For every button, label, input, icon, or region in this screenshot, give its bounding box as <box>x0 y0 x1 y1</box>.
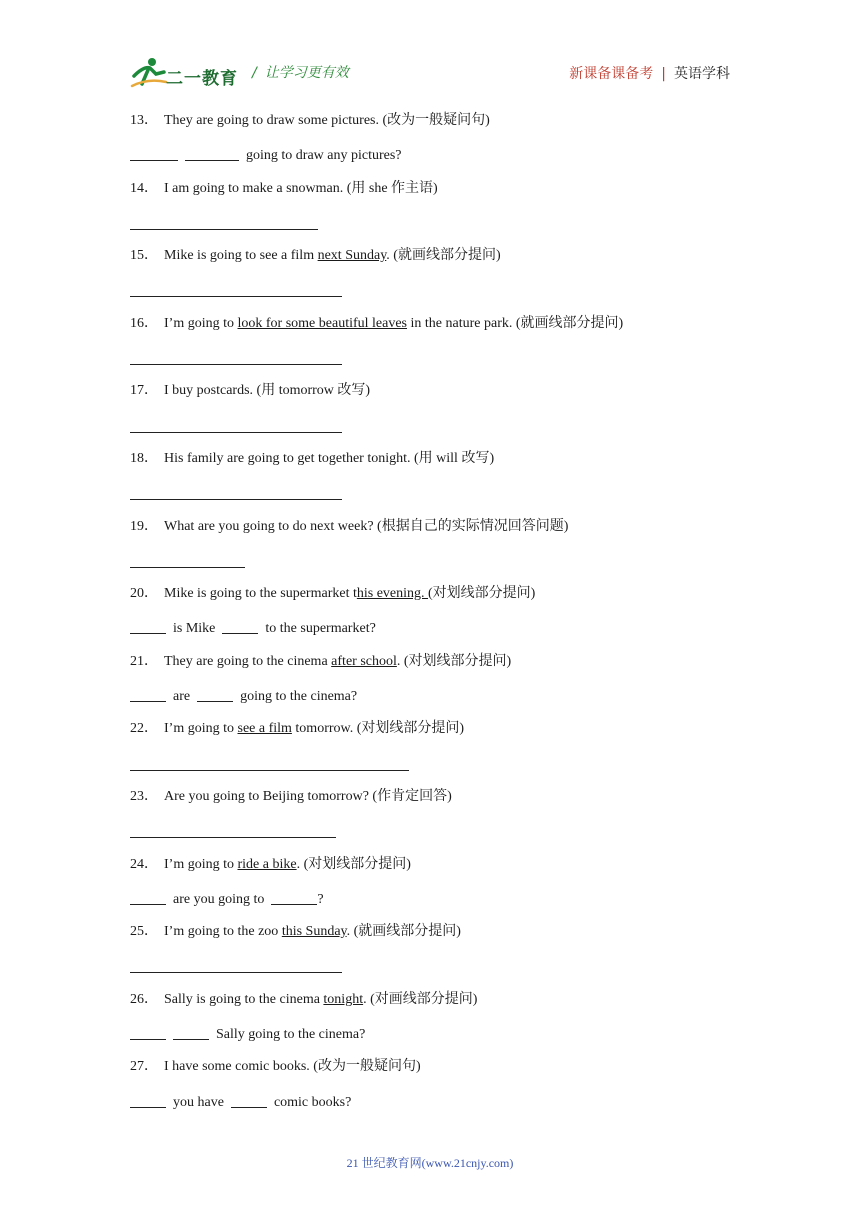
question-number: 14． <box>130 181 158 196</box>
page-header <box>130 54 730 90</box>
answer-blank[interactable] <box>130 1093 166 1108</box>
answer-line-17[interactable] <box>130 432 342 433</box>
slogan-text: 让学习更有效 <box>264 65 349 81</box>
question-number: 19． <box>130 519 158 534</box>
underlined-part: tonight <box>323 992 364 1007</box>
logo <box>130 56 250 90</box>
question-number: 26． <box>130 992 158 1007</box>
question-text: I have some comic books. (改为一般疑问句) <box>164 1059 421 1074</box>
question-number: 24． <box>130 857 158 872</box>
answer-blank[interactable] <box>222 619 258 634</box>
underlined-part: next Sunday <box>317 248 387 263</box>
answer-text: going to the cinema? <box>240 689 358 704</box>
answer-text: Sally going to the cinema? <box>216 1027 366 1042</box>
question-text: Are you going to Beijing tomorrow? (作肯定回答) <box>164 789 452 804</box>
question-19 <box>130 518 568 536</box>
answer-line-16[interactable] <box>130 364 342 365</box>
question-23 <box>130 788 452 806</box>
question-17 <box>130 382 370 400</box>
question-instruction: . (对划线部分提问) <box>396 654 512 669</box>
question-text: They are going to draw some pictures. (改为一般疑问句) <box>164 113 490 128</box>
slogan-slash: / <box>252 65 257 81</box>
subject-right: 英语学科 <box>674 66 730 82</box>
answer-line-15[interactable] <box>130 296 342 297</box>
question-text: Mike is going to the supermarket t <box>164 586 357 601</box>
question-text: I’m going to <box>164 316 238 331</box>
question-text: I’m going to the zoo <box>164 924 282 939</box>
question-21 <box>130 653 511 671</box>
slogan <box>252 62 349 82</box>
question-number: 21． <box>130 654 158 669</box>
question-number: 18． <box>130 451 158 466</box>
question-text: They are going to the cinema <box>164 654 332 669</box>
question-instruction: in the nature park. (就画线部分提问) <box>407 316 624 331</box>
answer-text: are you going to <box>173 892 265 907</box>
underlined-part: look for some beautiful leaves <box>237 316 408 331</box>
question-27 <box>130 1058 421 1076</box>
answer-text: you have <box>173 1095 224 1110</box>
answer-text: comic books? <box>273 1095 352 1110</box>
question-13 <box>130 112 490 130</box>
answer-blank[interactable] <box>130 146 178 161</box>
question-22 <box>130 720 464 738</box>
answer-text: ? <box>317 892 324 907</box>
question-number: 16． <box>130 316 158 331</box>
underlined-part: his evening. <box>356 586 429 601</box>
question-text: I am going to make a snowman. (用 she 作主语) <box>164 181 438 196</box>
subject-left: 新课备课备考 <box>569 66 654 82</box>
answer-blank[interactable] <box>130 890 166 905</box>
answer-26 <box>130 1025 365 1044</box>
question-instruction: . (对画线部分提问) <box>363 992 478 1007</box>
question-number: 13． <box>130 113 158 128</box>
answer-line-18[interactable] <box>130 499 342 500</box>
answer-blank[interactable] <box>130 687 166 702</box>
question-text: Sally is going to the cinema <box>164 992 324 1007</box>
question-number: 20． <box>130 586 158 601</box>
answer-24 <box>130 890 324 909</box>
page-footer[interactable]: 21 世纪教育网(www.21cnjy.com) <box>346 1156 514 1170</box>
answer-blank[interactable] <box>130 1025 166 1040</box>
question-24 <box>130 856 411 874</box>
question-20 <box>130 585 535 603</box>
question-text: What are you going to do next week? (根据自己的实际情况回答问题) <box>164 519 569 534</box>
question-14 <box>130 180 438 198</box>
answer-blank[interactable] <box>173 1025 209 1040</box>
answer-blank[interactable] <box>231 1093 267 1108</box>
runner-logo-icon <box>130 56 168 88</box>
answer-blank[interactable] <box>271 890 317 905</box>
question-16 <box>130 315 623 333</box>
question-instruction: tomorrow. (对划线部分提问) <box>291 721 465 736</box>
answer-20 <box>130 619 376 638</box>
answer-text: are <box>173 689 191 704</box>
question-text: Mike is going to see a film <box>164 248 318 263</box>
answer-13 <box>130 146 402 165</box>
underlined-part: see a film <box>237 721 292 736</box>
answer-blank[interactable] <box>185 146 239 161</box>
subject-separator: | <box>661 66 666 82</box>
question-instruction: . (就画线部分提问) <box>346 924 461 939</box>
question-number: 17． <box>130 383 158 398</box>
question-number: 15． <box>130 248 158 263</box>
question-number: 25． <box>130 924 158 939</box>
question-instruction: (对划线部分提问) <box>428 586 536 601</box>
question-text: I buy postcards. (用 tomorrow 改写) <box>164 383 371 398</box>
answer-line-23[interactable] <box>130 837 336 838</box>
question-text: I’m going to <box>164 721 238 736</box>
question-instruction: . (对划线部分提问) <box>296 857 411 872</box>
question-instruction: . (就画线部分提问) <box>386 248 501 263</box>
answer-blank[interactable] <box>130 619 166 634</box>
logo-text: 二一教育 <box>166 69 238 89</box>
answer-line-19[interactable] <box>130 567 245 568</box>
question-text: His family are going to get together tonight. (用 will 改写) <box>164 451 495 466</box>
answer-text: is Mike <box>173 621 216 636</box>
answer-text: to the supermarket? <box>265 621 376 636</box>
question-18 <box>130 450 494 468</box>
underlined-part: after school <box>331 654 397 669</box>
question-number: 27． <box>130 1059 158 1074</box>
question-text: I’m going to <box>164 857 238 872</box>
subject-header <box>569 63 730 83</box>
question-number: 22． <box>130 721 158 736</box>
answer-line-22[interactable] <box>130 770 409 771</box>
answer-line-25[interactable] <box>130 972 342 973</box>
underlined-part: ride a bike <box>237 857 297 872</box>
answer-27 <box>130 1093 351 1112</box>
question-26 <box>130 991 477 1009</box>
answer-blank[interactable] <box>197 687 233 702</box>
question-15 <box>130 247 501 265</box>
answer-text: going to draw any pictures? <box>246 148 402 163</box>
question-number: 23． <box>130 789 158 804</box>
underlined-part: this Sunday <box>281 924 347 939</box>
answer-line-14[interactable] <box>130 229 318 230</box>
question-25 <box>130 923 461 941</box>
answer-21 <box>130 687 357 706</box>
